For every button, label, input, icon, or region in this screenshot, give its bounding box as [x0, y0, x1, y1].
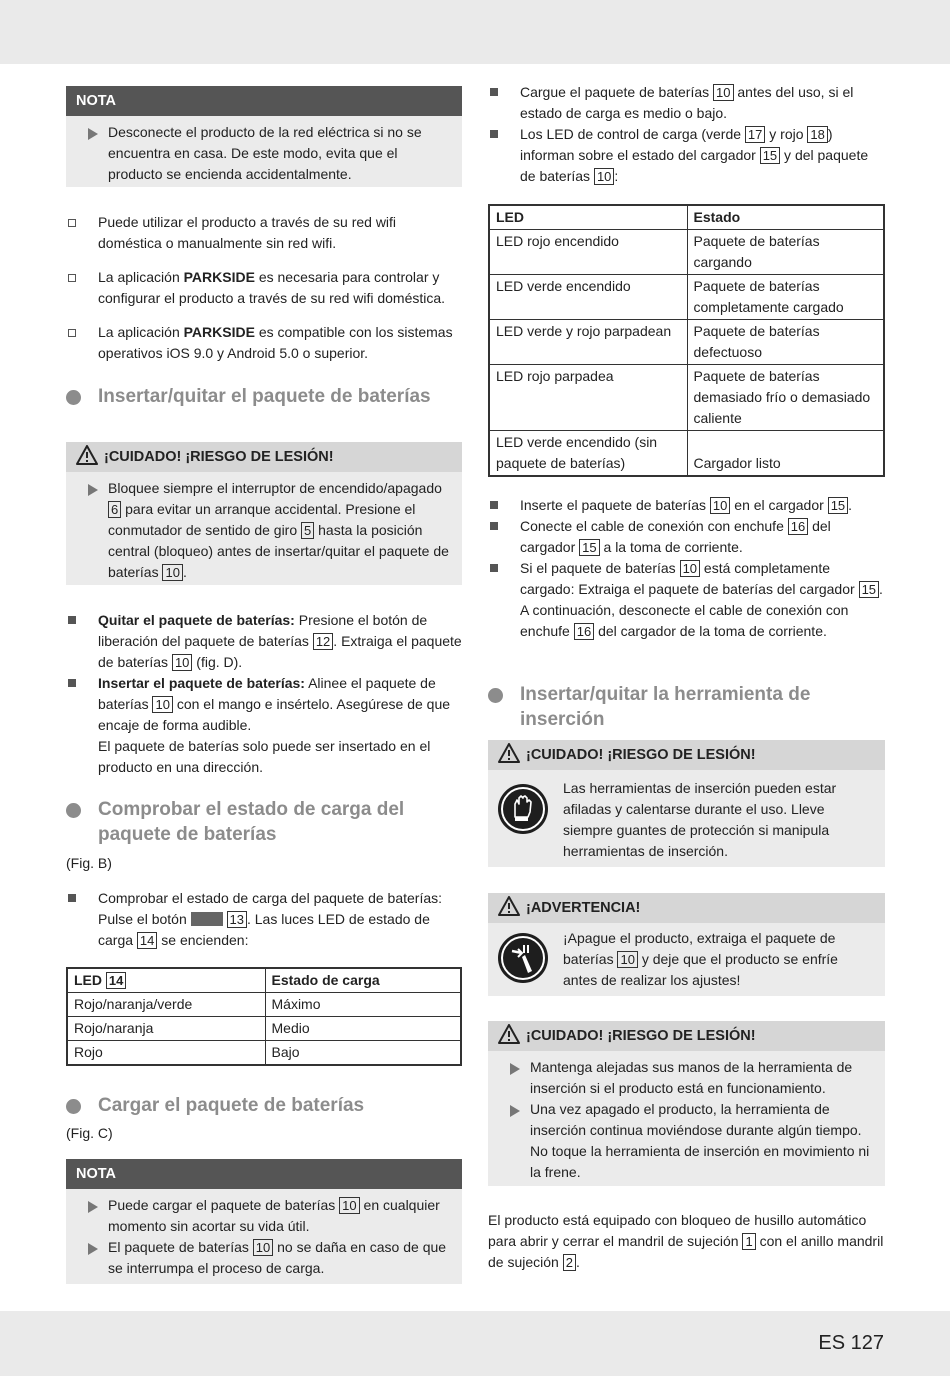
square-bullet-icon [68, 616, 76, 624]
table-row: LED rojo encendido Paquete de baterías cargando [489, 230, 884, 275]
square-bullet-icon [490, 88, 498, 96]
caution-box [488, 1021, 885, 1186]
note-box [66, 86, 462, 187]
list-item: Insertar el paquete de baterías: Alinee el paquete de baterías 10 con el mango e insértelo. Asegúrese de que encaje de forma audible. El paquete de baterías solo puede ser insertado en el producto en una dirección. [66, 673, 462, 778]
page-number: ES 127 [818, 1332, 884, 1354]
warning-text: ¡Apague el producto, extraiga el paquete de baterías 10 y deje que el producto se enfríe antes de realizar los ajustes! [563, 930, 838, 988]
battery-steps [66, 610, 462, 778]
charging-steps [488, 495, 885, 642]
charger-led-table [488, 204, 885, 477]
square-bullet-icon [490, 522, 498, 530]
spindle-lock-paragraph: El producto está equipado con bloqueo de husillo automático para abrir y cerrar el mandril de sujeción 1 con el anillo mandril de sujeción 2 . [488, 1212, 884, 1270]
figure-reference: (Fig. B) [66, 855, 112, 871]
table-row: Rojo/naranja/verde Máximo [67, 993, 461, 1017]
battery-button-icon [191, 912, 223, 926]
bullet-dot-icon [66, 390, 81, 405]
table-row: Rojo/naranja Medio [67, 1017, 461, 1041]
warning-triangle-icon [498, 896, 520, 916]
caution-box [488, 740, 885, 867]
arrow-icon [88, 1243, 98, 1255]
list-item: Conecte el cable de conexión con enchufe 16 del cargador 15 a la toma de corriente. [488, 516, 885, 558]
table-row: LED rojo parpadea Paquete de baterías demasiado frío o demasiado caliente [489, 365, 884, 431]
caution-header: ¡CUIDADO! ¡RIESGO DE LESIÓN! [488, 740, 885, 770]
warning-triangle-icon [498, 743, 520, 763]
caution-box [66, 442, 462, 585]
list-item: Quitar el paquete de baterías: Presione el botón de liberación del paquete de baterías 12 . Extraiga el paquete de baterías 10 (fig. D). [66, 610, 462, 673]
caution-item: Mantenga alejadas sus manos de la herramienta de inserción si el producto está en funcionamiento. [498, 1057, 875, 1099]
section-heading: Comprobar el estado de carga del paquete de baterías [66, 797, 462, 847]
charge-level-table [66, 967, 462, 1066]
table-row: Rojo Bajo [67, 1041, 461, 1066]
table-row: LED verde y rojo parpadean Paquete de baterías defectuoso [489, 320, 884, 365]
square-bullet-icon [490, 501, 498, 509]
table-row: LED verde encendido Paquete de baterías completamente cargado [489, 275, 884, 320]
note-item: El paquete de baterías 10 no se daña en caso de que se interrumpa el proceso de carga. [76, 1237, 452, 1279]
square-bullet-icon [68, 679, 76, 687]
list-item: Cargue el paquete de baterías 10 antes del uso, si el estado de carga es medio o bajo. [488, 82, 885, 124]
arrow-icon [510, 1105, 520, 1117]
section-heading: Insertar/quitar el paquete de baterías [66, 384, 462, 409]
list-item: Comprobar el estado de carga del paquete de baterías: Pulse el botón 13 . Las luces LED de estado de carga 14 se encienden: [66, 888, 462, 951]
note-header: NOTA [66, 1159, 462, 1189]
bottom-band [0, 1311, 950, 1376]
square-bullet-icon [490, 564, 498, 572]
list-item: Inserte el paquete de baterías 10 en el cargador 15 . [488, 495, 885, 516]
bullet-dot-icon [66, 803, 81, 818]
table-header-row: LED 14 Estado de carga [67, 968, 461, 993]
square-bullet-icon [490, 130, 498, 138]
arrow-icon [88, 1201, 98, 1213]
gloves-icon [498, 784, 548, 834]
charge-intro-list [488, 82, 885, 187]
warning-triangle-icon [498, 1024, 520, 1044]
arrow-icon [88, 128, 98, 140]
checkbox-icon [68, 329, 76, 337]
checkbox-icon [68, 274, 76, 282]
bullet-dot-icon [66, 1099, 81, 1114]
note-item: Desconecte el producto de la red eléctrica si no se encuentra en casa. De este modo, evita que el producto se encienda accidentalmente. [76, 122, 452, 185]
list-item: Puede utilizar el producto a través de su red wifi doméstica o manualmente sin red wifi. [66, 212, 462, 254]
section-heading: Insertar/quitar la herramienta de inserción [488, 682, 885, 732]
note-header: NOTA [66, 86, 462, 116]
unplug-icon [498, 933, 548, 983]
caution-header: ¡CUIDADO! ¡RIESGO DE LESIÓN! [488, 1021, 885, 1051]
checkbox-icon [68, 219, 76, 227]
table-row: LED verde encendido (sin paquete de baterías) Cargador listo [489, 431, 884, 477]
square-bullet-icon [68, 894, 76, 902]
warning-box [488, 893, 885, 996]
table-header-row: LED Estado [489, 205, 884, 230]
top-band [0, 0, 950, 64]
caution-item: Una vez apagado el producto, la herramienta de inserción continua moviéndose durante algún tiempo. No toque la herramienta de inserción en movimiento ni la frene. [498, 1099, 875, 1183]
section-heading: Cargar el paquete de baterías [66, 1093, 462, 1118]
list-item: Los LED de control de carga (verde 17 y rojo 18 ) informan sobre el estado del cargador 15 y del paquete de baterías 10 : [488, 124, 885, 187]
arrow-icon [88, 484, 98, 496]
check-step [66, 888, 462, 951]
warning-triangle-icon [76, 445, 98, 465]
list-item: La aplicación PARKSIDE es necesaria para controlar y configurar el producto a través de su red wifi doméstica. [66, 267, 462, 309]
note-item: Puede cargar el paquete de baterías 10 en cualquier momento sin acortar su vida útil. [76, 1195, 452, 1237]
checklist [66, 212, 462, 364]
figure-reference: (Fig. C) [66, 1125, 113, 1141]
list-item: La aplicación PARKSIDE es compatible con los sistemas operativos iOS 9.0 y Android 5.0 o superior. [66, 322, 462, 364]
bullet-dot-icon [488, 688, 503, 703]
caution-item: Bloquee siempre el interruptor de encendido/apagado 6 para evitar un arranque accidental. Presione el conmutador de sentido de giro 5 hasta la posición central (bloqueo) antes de insertar/quitar el paquete de baterías 10 . [76, 478, 452, 583]
arrow-icon [510, 1063, 520, 1075]
warning-header: ¡ADVERTENCIA! [488, 893, 885, 923]
caution-text: Las herramientas de inserción pueden estar afiladas y calentarse durante el uso. Lleve siempre guantes de protección si manipula herramientas de inserción. [563, 780, 837, 859]
note-box [66, 1159, 462, 1284]
list-item: Si el paquete de baterías 10 está completamente cargado: Extraiga el paquete de baterías del cargador 15 . A continuación, desconecte el cable de conexión con enchufe 16 del cargador de la toma de corriente. [488, 558, 885, 642]
caution-header: ¡CUIDADO! ¡RIESGO DE LESIÓN! [66, 442, 462, 472]
